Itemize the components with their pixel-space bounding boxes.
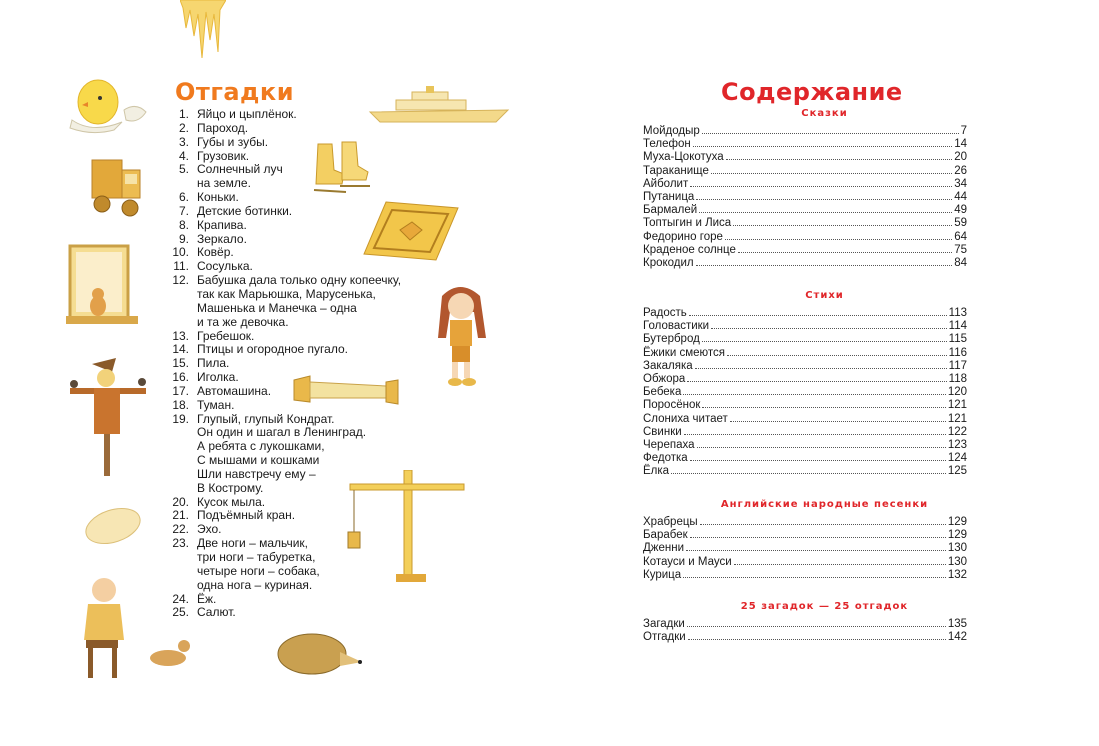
answer-text: Крапива. — [197, 217, 247, 232]
toc-entry[interactable] — [643, 347, 967, 360]
toc-page-number: 125 — [947, 465, 967, 478]
toc-entry[interactable] — [643, 452, 967, 465]
chick-in-egg-illustration — [62, 72, 152, 136]
toc-entry-title: Крокодил — [643, 257, 694, 270]
toc-entry[interactable] — [643, 373, 967, 386]
answer-number: 5. — [178, 162, 189, 177]
toc-page-number: 59 — [954, 217, 967, 230]
toc-entry[interactable] — [643, 257, 967, 270]
toc-page-number: 14 — [954, 138, 967, 151]
toc-entry-title: Телефон — [643, 138, 691, 151]
toc-entry[interactable] — [643, 217, 967, 230]
toc-entry[interactable] — [643, 360, 967, 373]
toc-dot-leader — [738, 252, 952, 253]
toc-entry[interactable] — [643, 231, 967, 244]
toc-entry-title: Барабек — [643, 529, 688, 542]
toc-entry[interactable] — [643, 439, 967, 452]
answer-item — [167, 274, 437, 329]
toc-page-number: 116 — [948, 346, 967, 359]
answer-number: 24. — [172, 591, 189, 606]
toc-entry-title: Мойдодыр — [643, 125, 700, 137]
answer-text: Ёж. — [197, 591, 217, 606]
answer-text: Глупый, глупый Кондрат. Он один и шагал в Ленинград. А ребята с лукошками, С мышами и кошками Шли навстречу ему – В Кострому. — [197, 411, 367, 495]
toc-entry-title: Тараканище — [643, 164, 709, 177]
answer-item — [167, 191, 437, 205]
answer-item — [167, 219, 437, 233]
answer-item — [167, 385, 437, 399]
icicle-illustration — [180, 0, 226, 60]
answer-item — [167, 136, 437, 150]
toc-entry-title: Свинки — [643, 425, 682, 438]
toc-dot-leader — [702, 133, 959, 134]
toc-page-number: 7 — [960, 125, 967, 137]
answer-item — [167, 246, 437, 260]
toc-dot-leader — [711, 173, 952, 174]
answer-text: Солнечный луч на земле. — [197, 162, 283, 191]
toc-entry-title: Черепаха — [643, 439, 695, 452]
toc-entry-title: Загадки — [643, 618, 685, 630]
toc-entry[interactable] — [643, 426, 967, 439]
answer-text: Коньки. — [197, 190, 239, 205]
toc-dot-leader — [690, 460, 946, 461]
toc-page-number: 132 — [947, 568, 967, 581]
toc-dot-leader — [687, 626, 946, 627]
answer-number: 10. — [172, 245, 189, 260]
answer-item — [167, 260, 437, 274]
toc-entry-title: Головастики — [643, 320, 710, 333]
toc-page-number: 26 — [954, 164, 967, 177]
toc-entry-title: Краденое солнце — [643, 243, 736, 256]
toc-dot-leader — [687, 381, 946, 382]
toc-entry-title: Поросёнок — [643, 399, 701, 412]
answer-number: 8. — [178, 217, 189, 232]
toc-page-number: 49 — [954, 204, 967, 217]
toc-entry-title: Отгадки — [643, 631, 686, 644]
toc-entry-title: Дженни — [643, 542, 685, 555]
toc-page-number: 135 — [947, 618, 967, 630]
toc-page-number: 114 — [948, 320, 967, 333]
toc-dot-leader — [683, 577, 946, 578]
toc-entry[interactable] — [643, 516, 967, 529]
toc-entry[interactable] — [643, 151, 967, 164]
answers-list — [167, 108, 437, 620]
toc-page-number: 142 — [947, 631, 967, 644]
toc-entry[interactable] — [643, 465, 967, 478]
toc-entry-title: Путаница — [643, 191, 695, 204]
answer-text: Яйцо и цыплёнок. — [197, 107, 297, 121]
toc-entry[interactable] — [643, 307, 967, 320]
toc-page-number: 124 — [947, 452, 967, 465]
answer-item — [167, 509, 437, 523]
answer-text: Эхо. — [197, 522, 222, 537]
answer-number: 16. — [172, 370, 189, 385]
answer-item — [167, 371, 437, 385]
answer-number: 23. — [172, 536, 189, 551]
toc-entry-title: Курица — [643, 568, 682, 581]
toc-entry-title: Бармалей — [643, 204, 698, 217]
answer-item — [167, 399, 437, 413]
answer-item — [167, 357, 437, 371]
scarecrow-illustration — [66, 358, 150, 478]
answer-item — [167, 108, 437, 122]
toc-entry-title: Топтыгин и Лиса — [643, 217, 732, 230]
answer-text: Детские ботинки. — [197, 203, 293, 218]
toc-dot-leader — [730, 421, 946, 422]
toc-page-number: 122 — [947, 425, 967, 438]
toc-page-number: 115 — [948, 333, 967, 346]
answer-text: Пароход. — [197, 120, 249, 135]
toc-entry[interactable] — [643, 165, 967, 178]
toc-entry[interactable] — [643, 178, 967, 191]
answer-number: 21. — [172, 508, 189, 523]
answer-text: Губы и зубы. — [197, 134, 269, 149]
answer-number: 11. — [173, 259, 189, 274]
contents-page — [550, 0, 1099, 746]
toc-entry[interactable] — [643, 556, 967, 569]
answer-number: 22. — [172, 522, 189, 537]
toc-entry-title: Бутерброд — [643, 333, 700, 346]
toc-dot-leader — [702, 407, 945, 408]
toc-entry-title: Бебека — [643, 386, 682, 399]
answers-title: Отгадки — [175, 78, 295, 107]
answer-text: Грузовик. — [197, 148, 250, 163]
answer-text: Пила. — [197, 356, 230, 371]
answer-text: Салют. — [197, 605, 236, 620]
toc-entry-title: Храбрецы — [643, 516, 698, 528]
answer-item — [167, 606, 437, 620]
toc-page-number: 84 — [954, 257, 967, 270]
toc-dot-leader — [699, 212, 952, 213]
toc-page-number: 118 — [948, 373, 967, 386]
answer-item — [167, 205, 437, 219]
toc-dot-leader — [733, 225, 952, 226]
answer-text: Две ноги – мальчик, три ноги – табуретка, четыре ноги – собака, одна нога – куриная. — [197, 536, 320, 592]
mirror-with-cat-illustration — [62, 244, 146, 330]
toc-page-number: 34 — [954, 177, 967, 190]
answer-number: 17. — [172, 383, 189, 398]
toc-entry[interactable] — [643, 320, 967, 333]
toc-entry-title: Слониха читает — [643, 412, 728, 425]
section-title-english-songs: Английские народные песенки — [720, 499, 929, 510]
answer-number: 1. — [178, 107, 189, 121]
toc-entry-title: Муха-Цокотуха — [643, 151, 724, 164]
answer-item — [167, 496, 437, 510]
section-title-fairy-tales: Сказки — [801, 108, 848, 119]
toc-dot-leader — [695, 368, 947, 369]
toc-entry[interactable] — [643, 138, 967, 151]
toc-page-number: 130 — [947, 542, 967, 555]
answer-text: Бабушка дала только одну копеечку, так как Марьюшка, Марусенька, Машенька и Манечка – одна и та же девочка. — [197, 273, 402, 329]
toc-entry[interactable] — [643, 386, 967, 399]
answer-number: 4. — [178, 148, 189, 163]
answer-number: 25. — [172, 605, 189, 620]
toc-dot-leader — [684, 434, 946, 435]
answer-item — [167, 150, 437, 164]
toc-page-number: 117 — [948, 359, 967, 372]
toc-entry-title: Котауси и Мауси — [643, 555, 732, 568]
toc-entry-title: Федорино горе — [643, 230, 723, 243]
toc-entry[interactable] — [643, 204, 967, 217]
toc-page-number: 129 — [947, 529, 967, 542]
toc-list-english-songs — [643, 516, 967, 582]
toc-entry-title: Обжора — [643, 373, 686, 386]
toc-entry[interactable] — [643, 399, 967, 412]
toc-page-number: 129 — [947, 516, 967, 528]
toc-entry[interactable] — [643, 618, 967, 631]
toc-entry[interactable] — [643, 191, 967, 204]
answer-number: 14. — [172, 342, 189, 357]
toc-dot-leader — [696, 199, 952, 200]
toc-entry[interactable] — [643, 244, 967, 257]
toc-dot-leader — [690, 186, 952, 187]
answer-item — [167, 233, 437, 247]
toc-entry-title: Радость — [643, 307, 687, 319]
answer-text: Ковёр. — [197, 245, 234, 260]
toc-dot-leader — [725, 239, 952, 240]
toc-entry-title: Айболит — [643, 177, 689, 190]
section-title-riddles: 25 загадок — 25 отгадок — [740, 601, 909, 612]
girl-doll-illustration — [432, 282, 492, 388]
toc-dot-leader — [690, 537, 946, 538]
answer-item — [167, 537, 437, 592]
answer-item — [167, 413, 437, 496]
answer-text: Иголка. — [197, 370, 239, 385]
toc-list-fairy-tales — [643, 125, 967, 270]
answer-text: Туман. — [197, 397, 235, 412]
toc-dot-leader — [702, 341, 947, 342]
answer-item — [167, 163, 437, 191]
answer-text: Сосулька. — [197, 259, 253, 274]
toc-dot-leader — [688, 639, 946, 640]
answer-number: 20. — [172, 494, 189, 509]
toc-dot-leader — [727, 355, 947, 356]
toc-entry-title: Закаляка — [643, 359, 693, 372]
toc-entry-title: Федотка — [643, 452, 688, 465]
toc-entry[interactable] — [643, 631, 967, 644]
answer-text: Автомашина. — [197, 383, 272, 398]
toc-dot-leader — [671, 473, 946, 474]
toc-dot-leader — [734, 564, 946, 565]
toc-entry-title: Ёжики смеются — [643, 346, 725, 359]
toc-entry-title: Ёлка — [643, 465, 670, 478]
answer-text: Зеркало. — [197, 231, 247, 246]
toc-dot-leader — [693, 146, 952, 147]
toc-dot-leader — [686, 550, 946, 551]
toc-page-number: 130 — [947, 555, 967, 568]
toc-entry[interactable] — [643, 569, 967, 582]
toc-page-number: 120 — [947, 386, 967, 399]
toc-dot-leader — [696, 265, 953, 266]
answers-page — [0, 0, 549, 746]
answer-number: 3. — [178, 134, 189, 149]
answer-number: 9. — [178, 231, 189, 246]
truck-illustration — [88, 156, 144, 222]
answer-text: Кусок мыла. — [197, 494, 266, 509]
answer-number: 18. — [172, 397, 189, 412]
hedgehog-illustration — [274, 626, 364, 678]
answer-item — [167, 330, 437, 344]
answer-number: 15. — [172, 356, 189, 371]
toc-dot-leader — [689, 315, 947, 316]
toc-page-number: 44 — [954, 191, 967, 204]
toc-entry[interactable] — [643, 542, 967, 555]
toc-page-number: 123 — [947, 439, 967, 452]
answer-item — [167, 523, 437, 537]
toc-dot-leader — [700, 524, 946, 525]
toc-page-number: 121 — [947, 412, 967, 425]
toc-entry[interactable] — [643, 125, 967, 138]
answer-number: 12. — [172, 273, 189, 288]
answer-item — [167, 343, 437, 357]
toc-page-number: 75 — [954, 243, 967, 256]
toc-dot-leader — [726, 159, 953, 160]
contents-title: Содержание — [721, 78, 903, 107]
answer-text: Гребешок. — [197, 328, 255, 343]
answer-number: 7. — [178, 203, 189, 218]
toc-entry[interactable] — [643, 413, 967, 426]
answer-item — [167, 593, 437, 607]
toc-list-riddles — [643, 618, 967, 644]
toc-page-number: 64 — [954, 230, 967, 243]
toc-dot-leader — [711, 328, 947, 329]
toc-page-number: 20 — [954, 151, 967, 164]
answer-number: 6. — [178, 190, 189, 205]
toc-page-number: 121 — [947, 399, 967, 412]
toc-list-poems — [643, 307, 967, 479]
answer-text: Подъёмный кран. — [197, 508, 296, 523]
answer-number: 2. — [178, 120, 189, 135]
soap-illustration — [82, 506, 144, 546]
answer-text: Птицы и огородное пугало. — [197, 342, 348, 357]
answer-number: 13. — [172, 328, 189, 343]
toc-entry[interactable] — [643, 333, 967, 346]
answer-item — [167, 122, 437, 136]
section-title-poems: Стихи — [805, 290, 844, 301]
answer-number: 19. — [172, 411, 189, 426]
toc-entry[interactable] — [643, 529, 967, 542]
toc-dot-leader — [697, 447, 946, 448]
toc-page-number: 113 — [948, 307, 967, 319]
toc-dot-leader — [683, 394, 945, 395]
